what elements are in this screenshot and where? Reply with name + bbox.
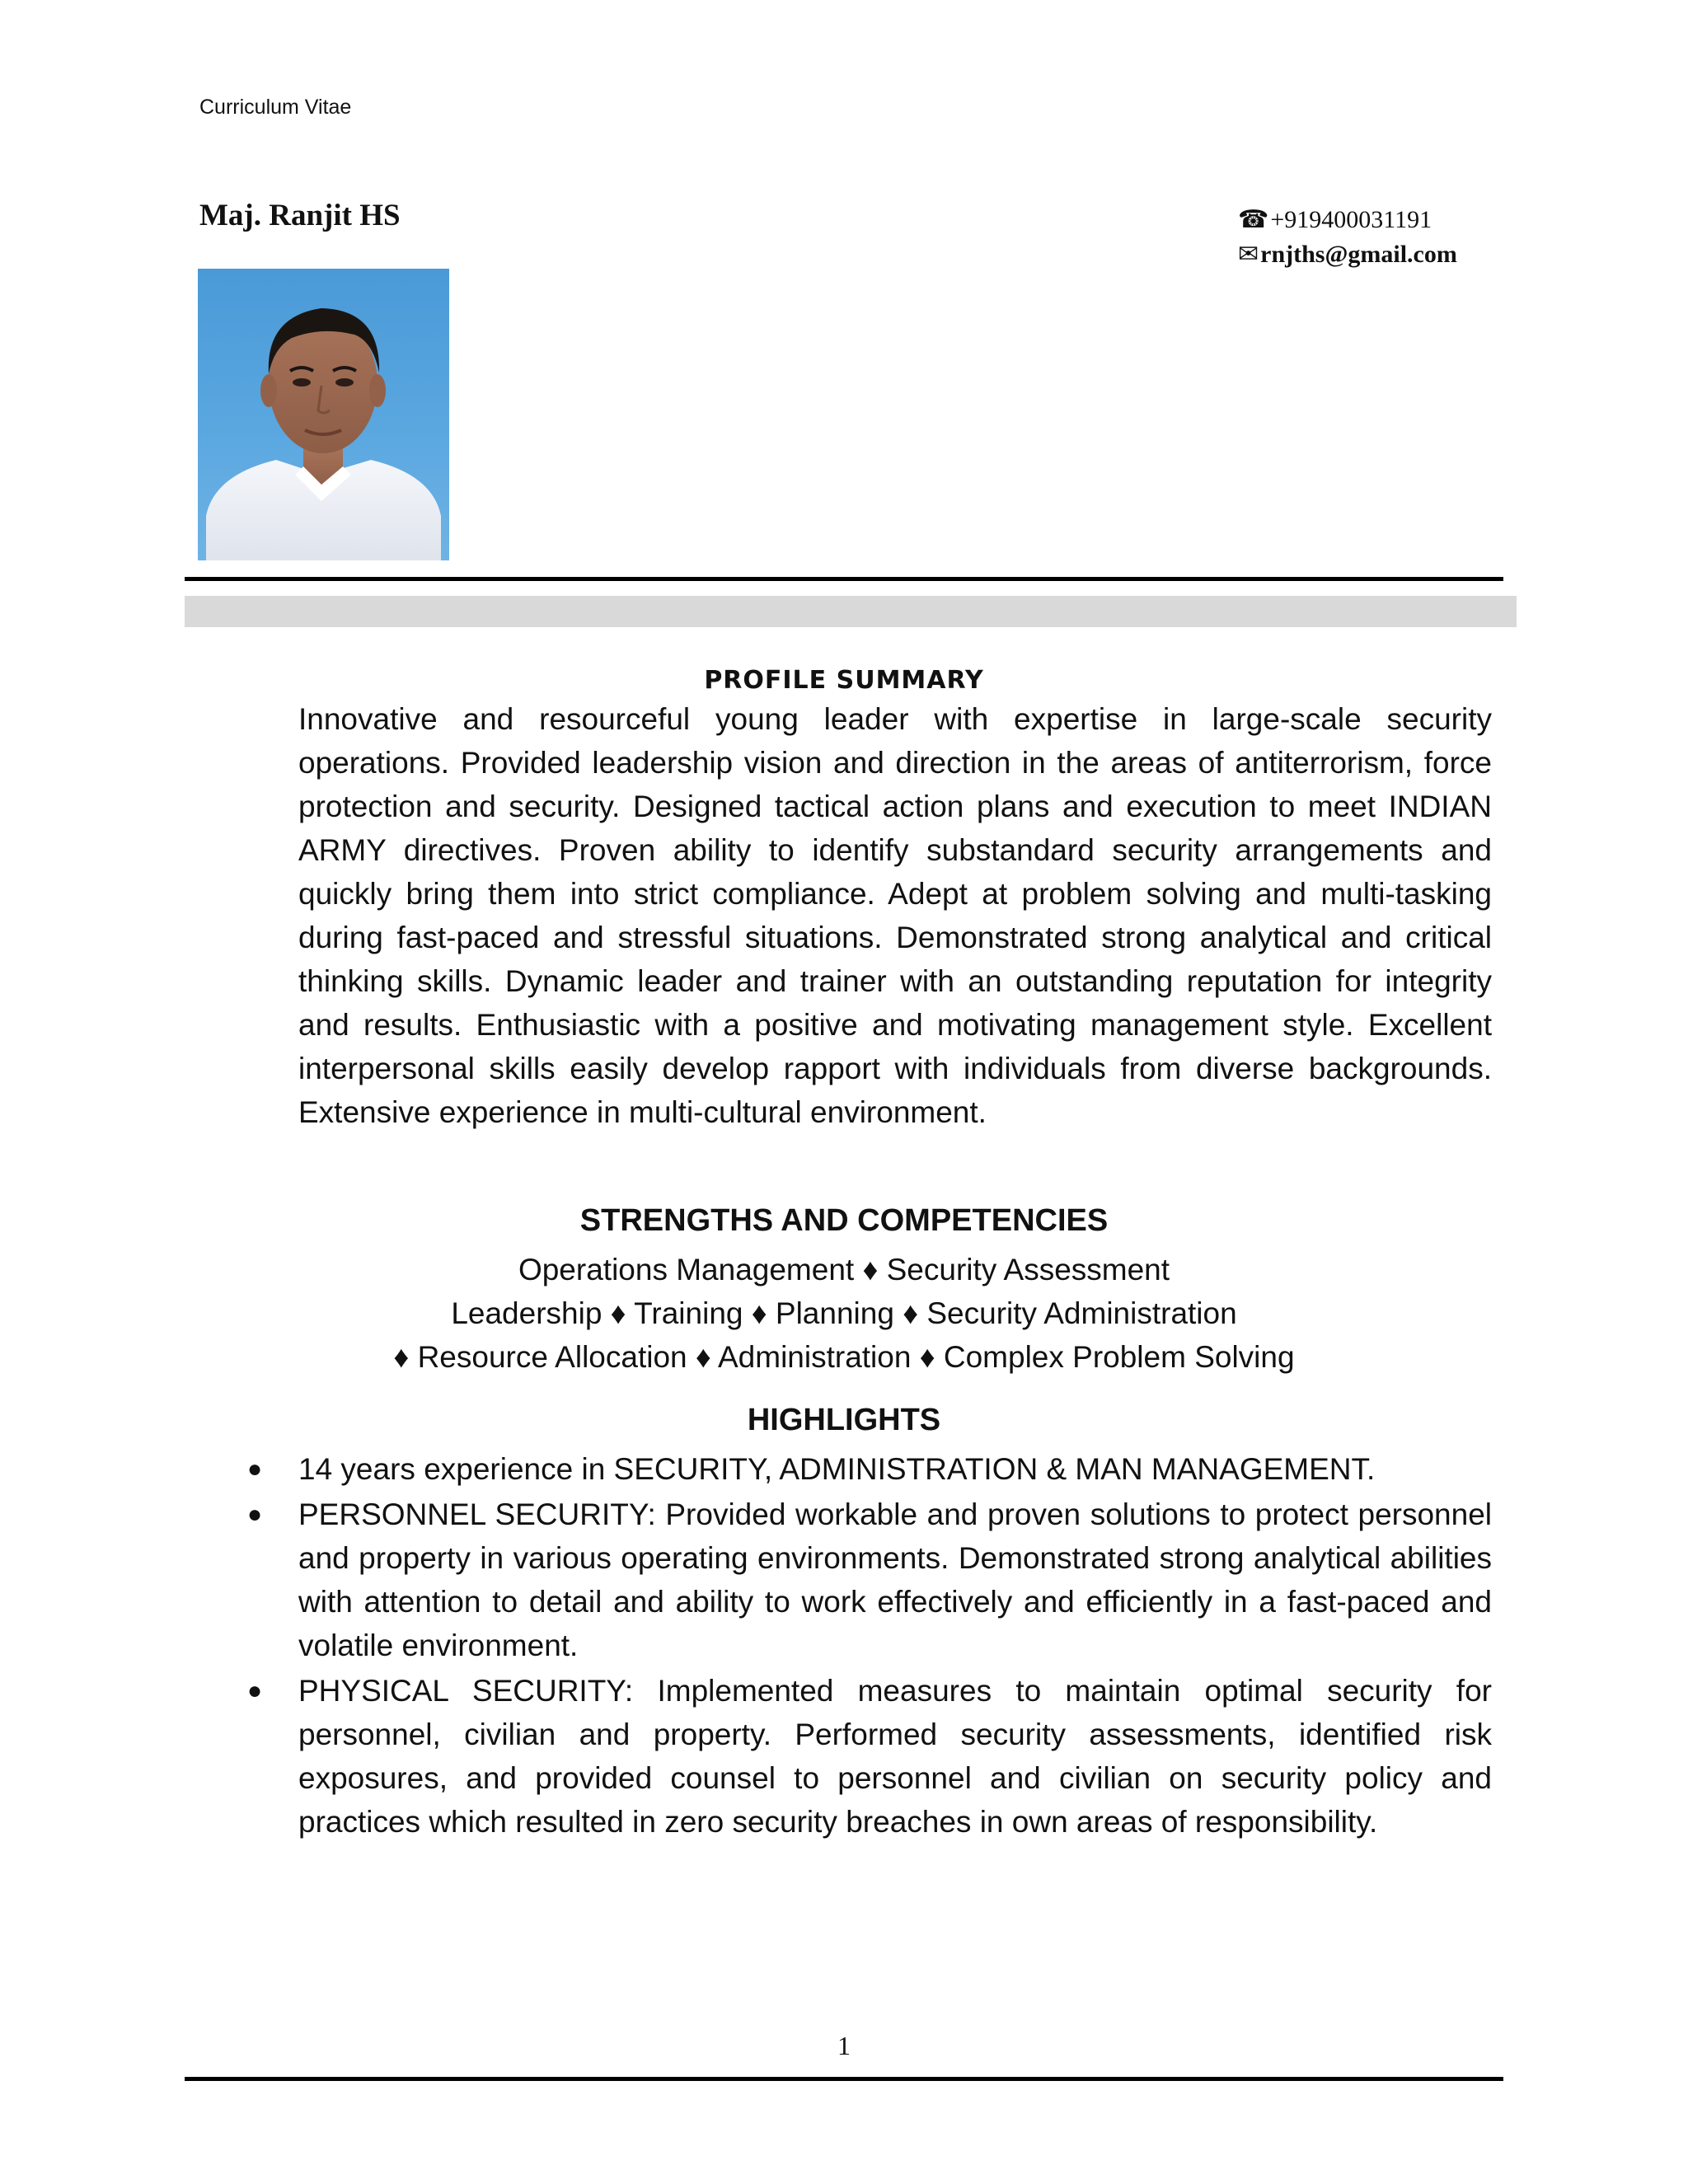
highlight-text: PHYSICAL SECURITY: Implemented measures to maintain optimal security for personnel, civilian and property. Performed security assessments, identified risk exposures, and provided counsel to personnel and civilian on security policy and practices which resulted in zero security breaches in own areas of responsibility. — [298, 1674, 1492, 1839]
list-item — [247, 1669, 1492, 1844]
phone-row — [1238, 203, 1502, 237]
strengths-list — [0, 1248, 1688, 1379]
portrait-image — [198, 269, 449, 560]
phone-number: +919400031191 — [1270, 206, 1432, 233]
email-address: rnjths@gmail.com — [1260, 241, 1457, 268]
list-item — [247, 1493, 1492, 1667]
list-item — [247, 1447, 1492, 1491]
email-row — [1238, 237, 1502, 272]
strengths-title: STRENGTHS AND COMPETENCIES — [579, 1203, 1109, 1238]
page-number: 1 — [837, 2031, 851, 2060]
strengths-line: Operations Management ♦ Security Assessment — [518, 1253, 1170, 1286]
top-divider — [185, 577, 1503, 581]
phone-icon: ☎ — [1238, 206, 1269, 233]
gray-band — [185, 596, 1517, 627]
bullet-icon: ● — [247, 1455, 263, 1483]
strengths-line: ♦ Resource Allocation ♦ Administration ♦ Complex Problem Solving — [393, 1340, 1295, 1374]
contact-block — [1238, 203, 1502, 272]
bullet-icon: ● — [247, 1677, 263, 1704]
highlight-text: PERSONNEL SECURITY: Provided workable and proven solutions to protect personnel and property in various operating environments. Demonstrated strong analytical abilities with attention to detail and ability to work effectively and efficiently in a fast-paced and volatile environment. — [298, 1497, 1492, 1662]
bullet-icon: ● — [247, 1501, 263, 1528]
document-header: Curriculum Vitae — [199, 96, 352, 119]
email-icon: ✉ — [1238, 241, 1259, 268]
strengths-line: Leadership ♦ Training ♦ Planning ♦ Security Administration — [451, 1296, 1237, 1330]
highlight-text: 14 years experience in SECURITY, ADMINISTRATION & MAN MANAGEMENT. — [298, 1452, 1376, 1486]
bottom-divider — [185, 2077, 1503, 2081]
candidate-name: Maj. Ranjit HS — [199, 199, 401, 232]
highlights-list — [247, 1447, 1492, 1845]
profile-summary-text: Innovative and resourceful young leader with expertise in large-scale security operations. Provided leadership vision and direction in the areas of antiterrorism, force protection and security. Designed tactical action plans and execution to meet INDIAN ARMY directives. Proven ability to identify substandard security arrangements and quickly bring them into strict compliance. Adept at problem solving and multi-tasking during fast-paced and stressful situations. Demonstrated strong analytical and critical thinking skills. Dynamic leader and trainer with an outstanding reputation for integrity and results. Enthusiastic with a positive and motivating management style. Excellent interpersonal skills easily develop rapport with individuals from diverse backgrounds. Extensive experience in multi-cultural environment. — [298, 702, 1492, 1129]
highlights-title: HIGHLIGHTS — [747, 1403, 941, 1437]
profile-summary-title: PROFILE SUMMARY — [704, 666, 984, 695]
profile-photo — [198, 269, 449, 560]
